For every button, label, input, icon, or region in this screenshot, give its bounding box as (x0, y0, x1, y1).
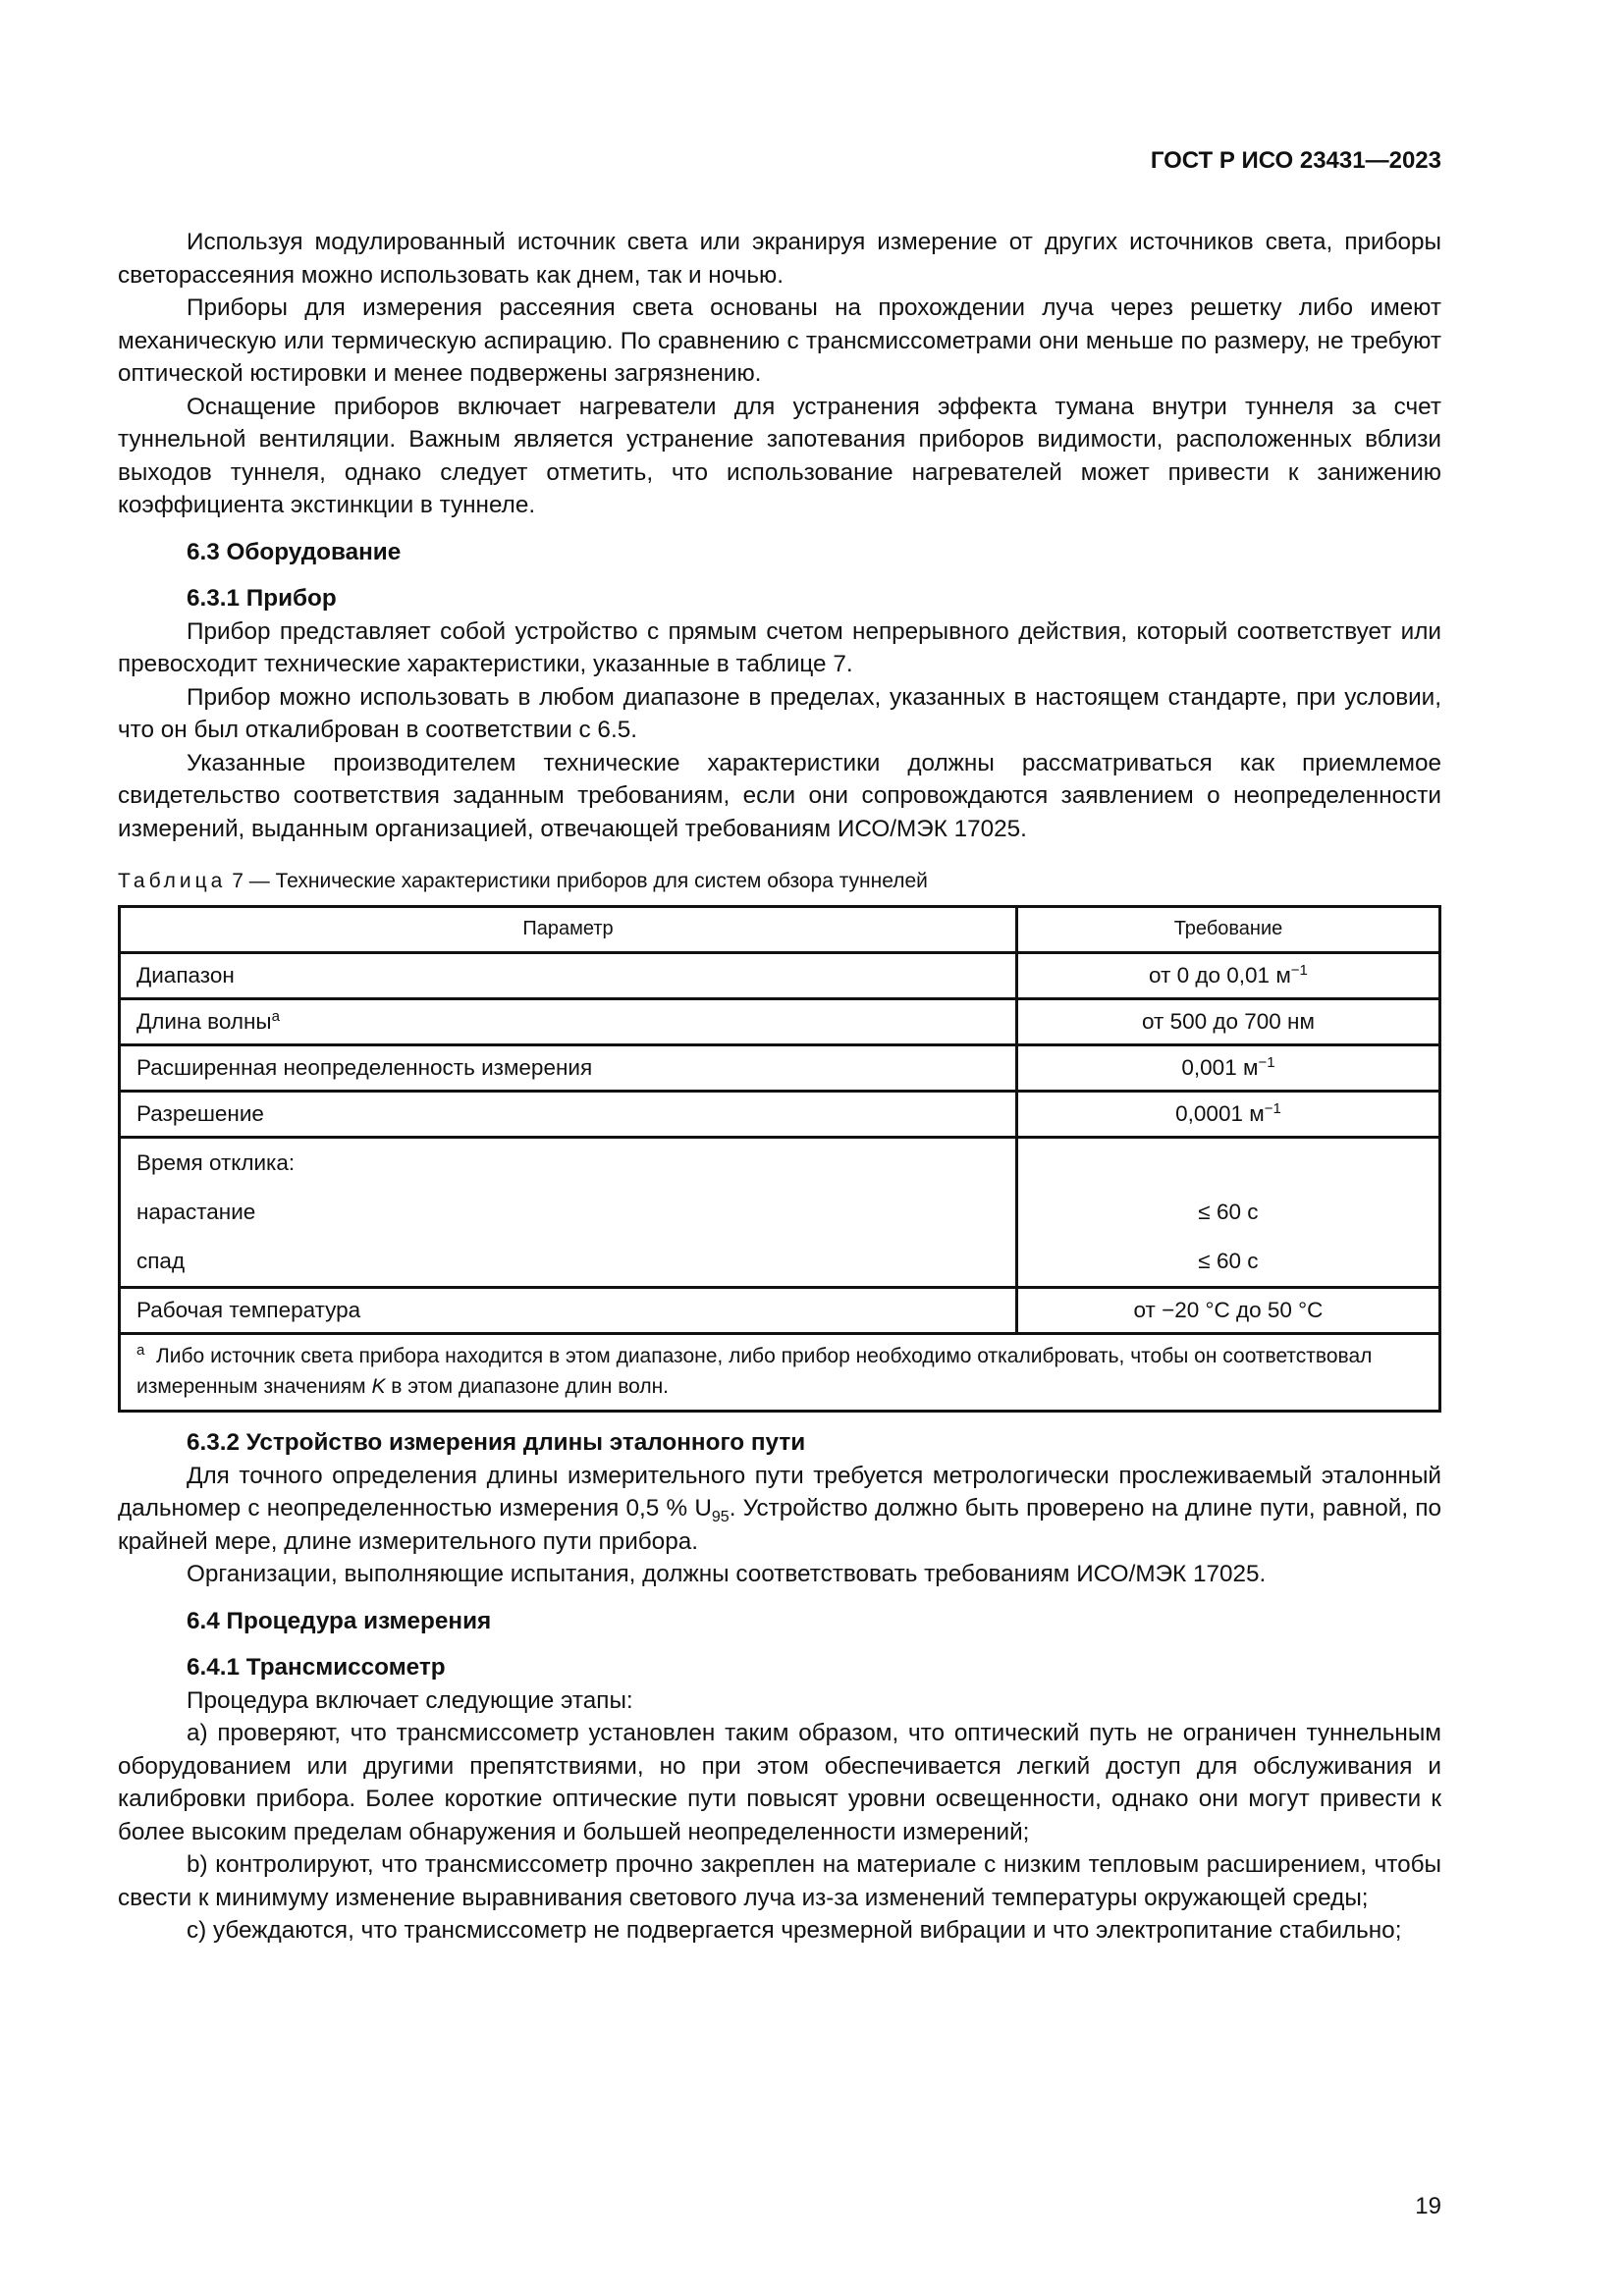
table-row (120, 1138, 1440, 1288)
page-number: 19 (1415, 2193, 1441, 2219)
section-6-3-2-heading: 6.3.2 Устройство измерения длины эталонного пути (187, 1429, 806, 1456)
value-cell: 0,001 $м^{-1}$ (1016, 1045, 1439, 1092)
response-time-label: Время отклика: (136, 1150, 296, 1175)
value-cell: от −20 °С до 50 °С (1016, 1288, 1439, 1334)
section-6-3-1-paragraph-3: Указанные производителем технические характеристики должны рассматриваться как приемлемое свидетельство соответствия заданным требованиям, если они сопровождаются заявлением о неопределенности измерений, выданным организацией, отвечающей требованиям ИСО/МЭК 17025. (118, 749, 1441, 842)
param-cell (120, 1138, 1017, 1288)
section-6-3-heading: 6.3 Оборудование (187, 538, 402, 565)
param-cell: Диапазон (120, 953, 1017, 999)
table-row (120, 999, 1440, 1045)
page-content (118, 226, 1441, 1948)
section-6-4-1-heading: 6.4.1 Трансмиссометр (187, 1654, 446, 1681)
table-row (120, 1045, 1440, 1092)
table-caption-label: Таблица (118, 870, 227, 892)
table-row (120, 1288, 1440, 1334)
fall-value: ≤ 60 с (1198, 1249, 1259, 1273)
param-cell: Длина волны$^a$ (120, 999, 1017, 1045)
table-row (120, 1092, 1440, 1138)
intro-paragraph-1: Используя модулированный источник света или экранируя измерение от других источников света, приборы светорассеяния можно использовать как днем, так и ночью. (118, 229, 1441, 289)
intro-paragraph-2: Приборы для измерения рассеяния света основаны на прохождении луча через решетку либо имеют механическую или термическую аспирацию. По сравнению с трансмиссометрами они меньше по размеру, не требуют оптической юстировки и менее подвержены загрязнению. (118, 294, 1441, 387)
spec-table (118, 905, 1441, 1413)
table-header-row (120, 907, 1440, 953)
section-6-3-2-paragraph-2: Организации, выполняющие испытания, должны соответствовать требованиям ИСО/МЭК 17025. (187, 1561, 1267, 1587)
section-6-3-1-heading: 6.3.1 Прибор (187, 585, 337, 612)
value-cell (1016, 1138, 1439, 1288)
section-6-3-1-paragraph-1: Прибор представляет собой устройство с прямым счетом непрерывного действия, который соответствует или превосходит технические характеристики, указанные в таблице 7. (118, 617, 1441, 677)
table-row (120, 953, 1440, 999)
table-footnote-row (120, 1334, 1440, 1412)
table-caption (118, 867, 1441, 896)
param-cell: Рабочая температура (120, 1288, 1017, 1334)
list-item-c: c) убеждаются, что трансмиссометр не подвергается чрезмерной вибрации и что электропитание стабильно; (187, 1917, 1402, 1944)
section-6-4-heading: 6.4 Процедура измерения (187, 1607, 492, 1634)
document-id: ГОСТ Р ИСО 23431—2023 (1150, 147, 1441, 174)
table-footnote: $^a$ Либо источник света прибора находится в этом диапазоне, либо прибор необходимо откалибровать, чтобы он соответствовал измеренным значениям K в этом диапазоне длин волн. (120, 1334, 1440, 1412)
section-6-4-1-paragraph-1: Процедура включает следующие этапы: (187, 1686, 633, 1714)
param-cell: Разрешение (120, 1092, 1017, 1138)
rise-label: нарастание (136, 1200, 256, 1224)
header-requirement: Требование (1016, 907, 1439, 953)
section-6-3-2-paragraph-1: Для точного определения длины измерительного пути требуется метрологически прослеживаемый эталонный дальномер с неопределенностью измерения 0,5 % $U_{95}$. Устройство должно быть проверено на длине пути, равной, по крайней мере, длине измерительного пути прибора. (118, 1462, 1441, 1555)
value-cell: от 0 до 0,01 $м^{-1}$ (1016, 953, 1439, 999)
list-item-b: b) контролируют, что трансмиссометр прочно закреплен на материале с низким тепловым расширением, чтобы свести к минимуму изменение выравнивания светового луча из-за изменений температуры окружающей среды; (118, 1851, 1441, 1911)
rise-value: ≤ 60 с (1198, 1200, 1259, 1224)
table-caption-text: 7 — Технические характеристики приборов для систем обзора туннелей (232, 870, 928, 892)
value-cell: от 500 до 700 нм (1016, 999, 1439, 1045)
section-6-3-1-paragraph-2: Прибор можно использовать в любом диапазоне в пределах, указанных в настоящем стандарте, при условии, что он был откалиброван в соответствии с 6.5. (118, 683, 1441, 743)
list-item-a: a) проверяют, что трансмиссометр установлен таким образом, что оптический путь не ограничен туннельным оборудованием или другими препятствиями, но при этом обеспечивается легкий доступ для обслуживания и калибровки прибора. Более короткие оптические пути повысят уровни освещенности, однако они могут привести к более высоким пределам обнаружения и большей неопределенности измерений; (118, 1720, 1441, 1845)
value-cell: 0,0001 $м^{-1}$ (1016, 1092, 1439, 1138)
header-parameter: Параметр (120, 907, 1017, 953)
intro-paragraph-3: Оснащение приборов включает нагреватели для устранения эффекта тумана внутри туннеля за счет туннельной вентиляции. Важным является устранение запотевания приборов видимости, расположенных вблизи выходов туннеля, однако следует отметить, что использование нагревателей может привести к занижению коэффициента экстинкции в туннеле. (118, 393, 1441, 518)
param-cell: Расширенная неопределенность измерения (120, 1045, 1017, 1092)
fall-label: спад (136, 1249, 186, 1273)
